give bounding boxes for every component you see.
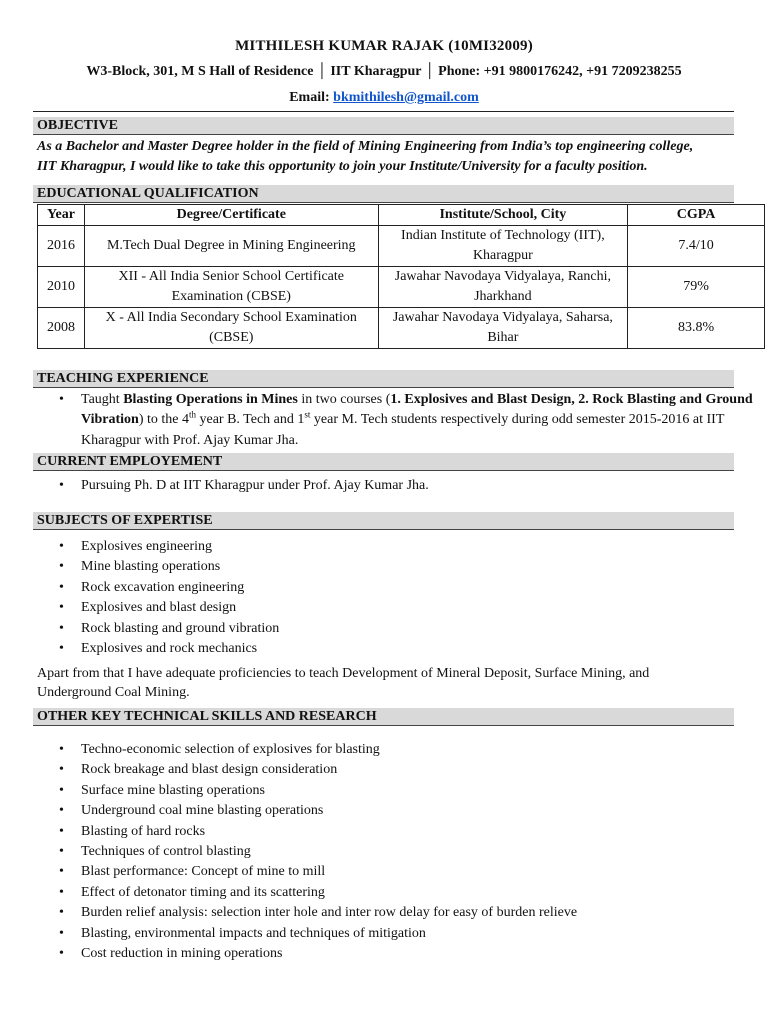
column-header-institute: Institute/School, City: [378, 205, 628, 226]
section-expertise-title: SUBJECTS OF EXPERTISE: [33, 512, 734, 530]
table-row: [38, 226, 765, 267]
list-item: • Techniques of control blasting: [81, 842, 577, 862]
list-item: • Blast performance: Concept of mine to mill: [81, 862, 577, 882]
list-item: • Rock blasting and ground vibration: [81, 619, 279, 639]
list-item: • Blasting of hard rocks: [81, 822, 577, 842]
teaching-list: [37, 390, 768, 451]
ordinal-suffix: st: [304, 409, 311, 420]
teaching-course-list: 1. Explosives and Blast Design, 2. Rock Blasting and Ground Vibration: [81, 392, 753, 428]
cell-institute: Jawahar Navodaya Vidyalaya, Saharsa, Bihar: [378, 308, 628, 349]
section-objective-title: OBJECTIVE: [33, 117, 734, 135]
column-header-cgpa: CGPA: [628, 205, 765, 226]
cell-cgpa: 7.4/10: [628, 226, 765, 267]
ordinal-suffix: th: [188, 409, 196, 420]
list-item: [81, 390, 768, 451]
table-row: [38, 267, 765, 308]
cell-degree: M.Tech Dual Degree in Mining Engineering: [84, 226, 378, 267]
cell-degree: XII - All India Senior School Certificate Examination (CBSE): [84, 267, 378, 308]
cell-year: 2008: [38, 308, 85, 349]
expertise-note-line-1: Apart from that I have adequate proficiencies to teach Development of Mineral Deposit, Surface Mining, and: [37, 666, 650, 681]
contact-line: W3-Block, 301, M S Hall of Residence │ IIT Kharagpur │ Phone: +91 9800176242, +91 7209238255: [86, 64, 682, 79]
objective-line-2: IIT Kharagpur, I would like to take this opportunity to join your Institute/University for a faculty position.: [37, 159, 648, 174]
objective-text: [37, 137, 737, 177]
email-link[interactable]: bkmithilesh@gmail.com: [333, 90, 479, 105]
candidate-name: MITHILESH KUMAR RAJAK (10MI32009): [235, 38, 533, 54]
teaching-text: Taught: [81, 392, 124, 407]
email-line: [0, 90, 768, 106]
list-item: • Mine blasting operations: [81, 557, 279, 577]
list-item: • Burden relief analysis: selection inter hole and inter row delay for easy of burden relieve: [81, 903, 577, 923]
teaching-text: year B. Tech and 1: [196, 412, 305, 428]
teaching-text: year M. Tech students respectively during odd semester 2015-2016 at IIT Kharagpur with Prof. Ajay Kumar Jha.: [81, 412, 725, 448]
column-header-year: Year: [38, 205, 85, 226]
cell-year: 2010: [38, 267, 85, 308]
header-divider: [33, 111, 734, 112]
expertise-note: [37, 664, 737, 702]
column-header-degree: Degree/Certificate: [84, 205, 378, 226]
list-item: • Explosives engineering: [81, 537, 279, 557]
list-item: • Blasting, environmental impacts and techniques of mitigation: [81, 924, 577, 944]
cell-degree: X - All India Secondary School Examination (CBSE): [84, 308, 378, 349]
section-education-title: EDUCATIONAL QUALIFICATION: [33, 185, 734, 203]
list-item: • Rock excavation engineering: [81, 578, 279, 598]
expertise-list: [37, 537, 279, 659]
list-item: • Rock breakage and blast design consideration: [81, 760, 577, 780]
email-label: Email:: [289, 90, 330, 105]
teaching-text: in two courses (: [297, 392, 391, 407]
list-item: • Techno-economic selection of explosives for blasting: [81, 740, 577, 760]
objective-line-1: As a Bachelor and Master Degree holder in the field of Mining Engineering from India’s top engineering college,: [37, 139, 694, 154]
list-item: • Surface mine blasting operations: [81, 781, 577, 801]
list-item: • Explosives and rock mechanics: [81, 639, 279, 659]
list-item: • Effect of detonator timing and its scattering: [81, 883, 577, 903]
skills-list: [37, 740, 577, 964]
cell-institute: Jawahar Navodaya Vidyalaya, Ranchi, Jharkhand: [378, 267, 628, 308]
cell-institute: Indian Institute of Technology (IIT), Kharagpur: [378, 226, 628, 267]
list-item: • Cost reduction in mining operations: [81, 944, 577, 964]
section-employment-title: CURRENT EMPLOYEMENT: [33, 453, 734, 471]
table-row: [38, 308, 765, 349]
expertise-note-line-2: Underground Coal Mining.: [37, 685, 190, 700]
section-teaching-title: TEACHING EXPERIENCE: [33, 370, 734, 388]
list-item: • Explosives and blast design: [81, 598, 279, 618]
education-table: [37, 204, 765, 349]
cell-cgpa: 83.8%: [628, 308, 765, 349]
cell-year: 2016: [38, 226, 85, 267]
employment-list: [37, 476, 429, 496]
list-item: • Underground coal mine blasting operations: [81, 801, 577, 821]
list-item: • Pursuing Ph. D at IIT Kharagpur under Prof. Ajay Kumar Jha.: [81, 476, 429, 496]
section-skills-title: OTHER KEY TECHNICAL SKILLS AND RESEARCH: [33, 708, 734, 726]
education-header-row: [38, 205, 765, 226]
teaching-course-name: Blasting Operations in Mines: [123, 392, 298, 407]
teaching-text: ) to the 4: [138, 412, 189, 428]
cell-cgpa: 79%: [628, 267, 765, 308]
